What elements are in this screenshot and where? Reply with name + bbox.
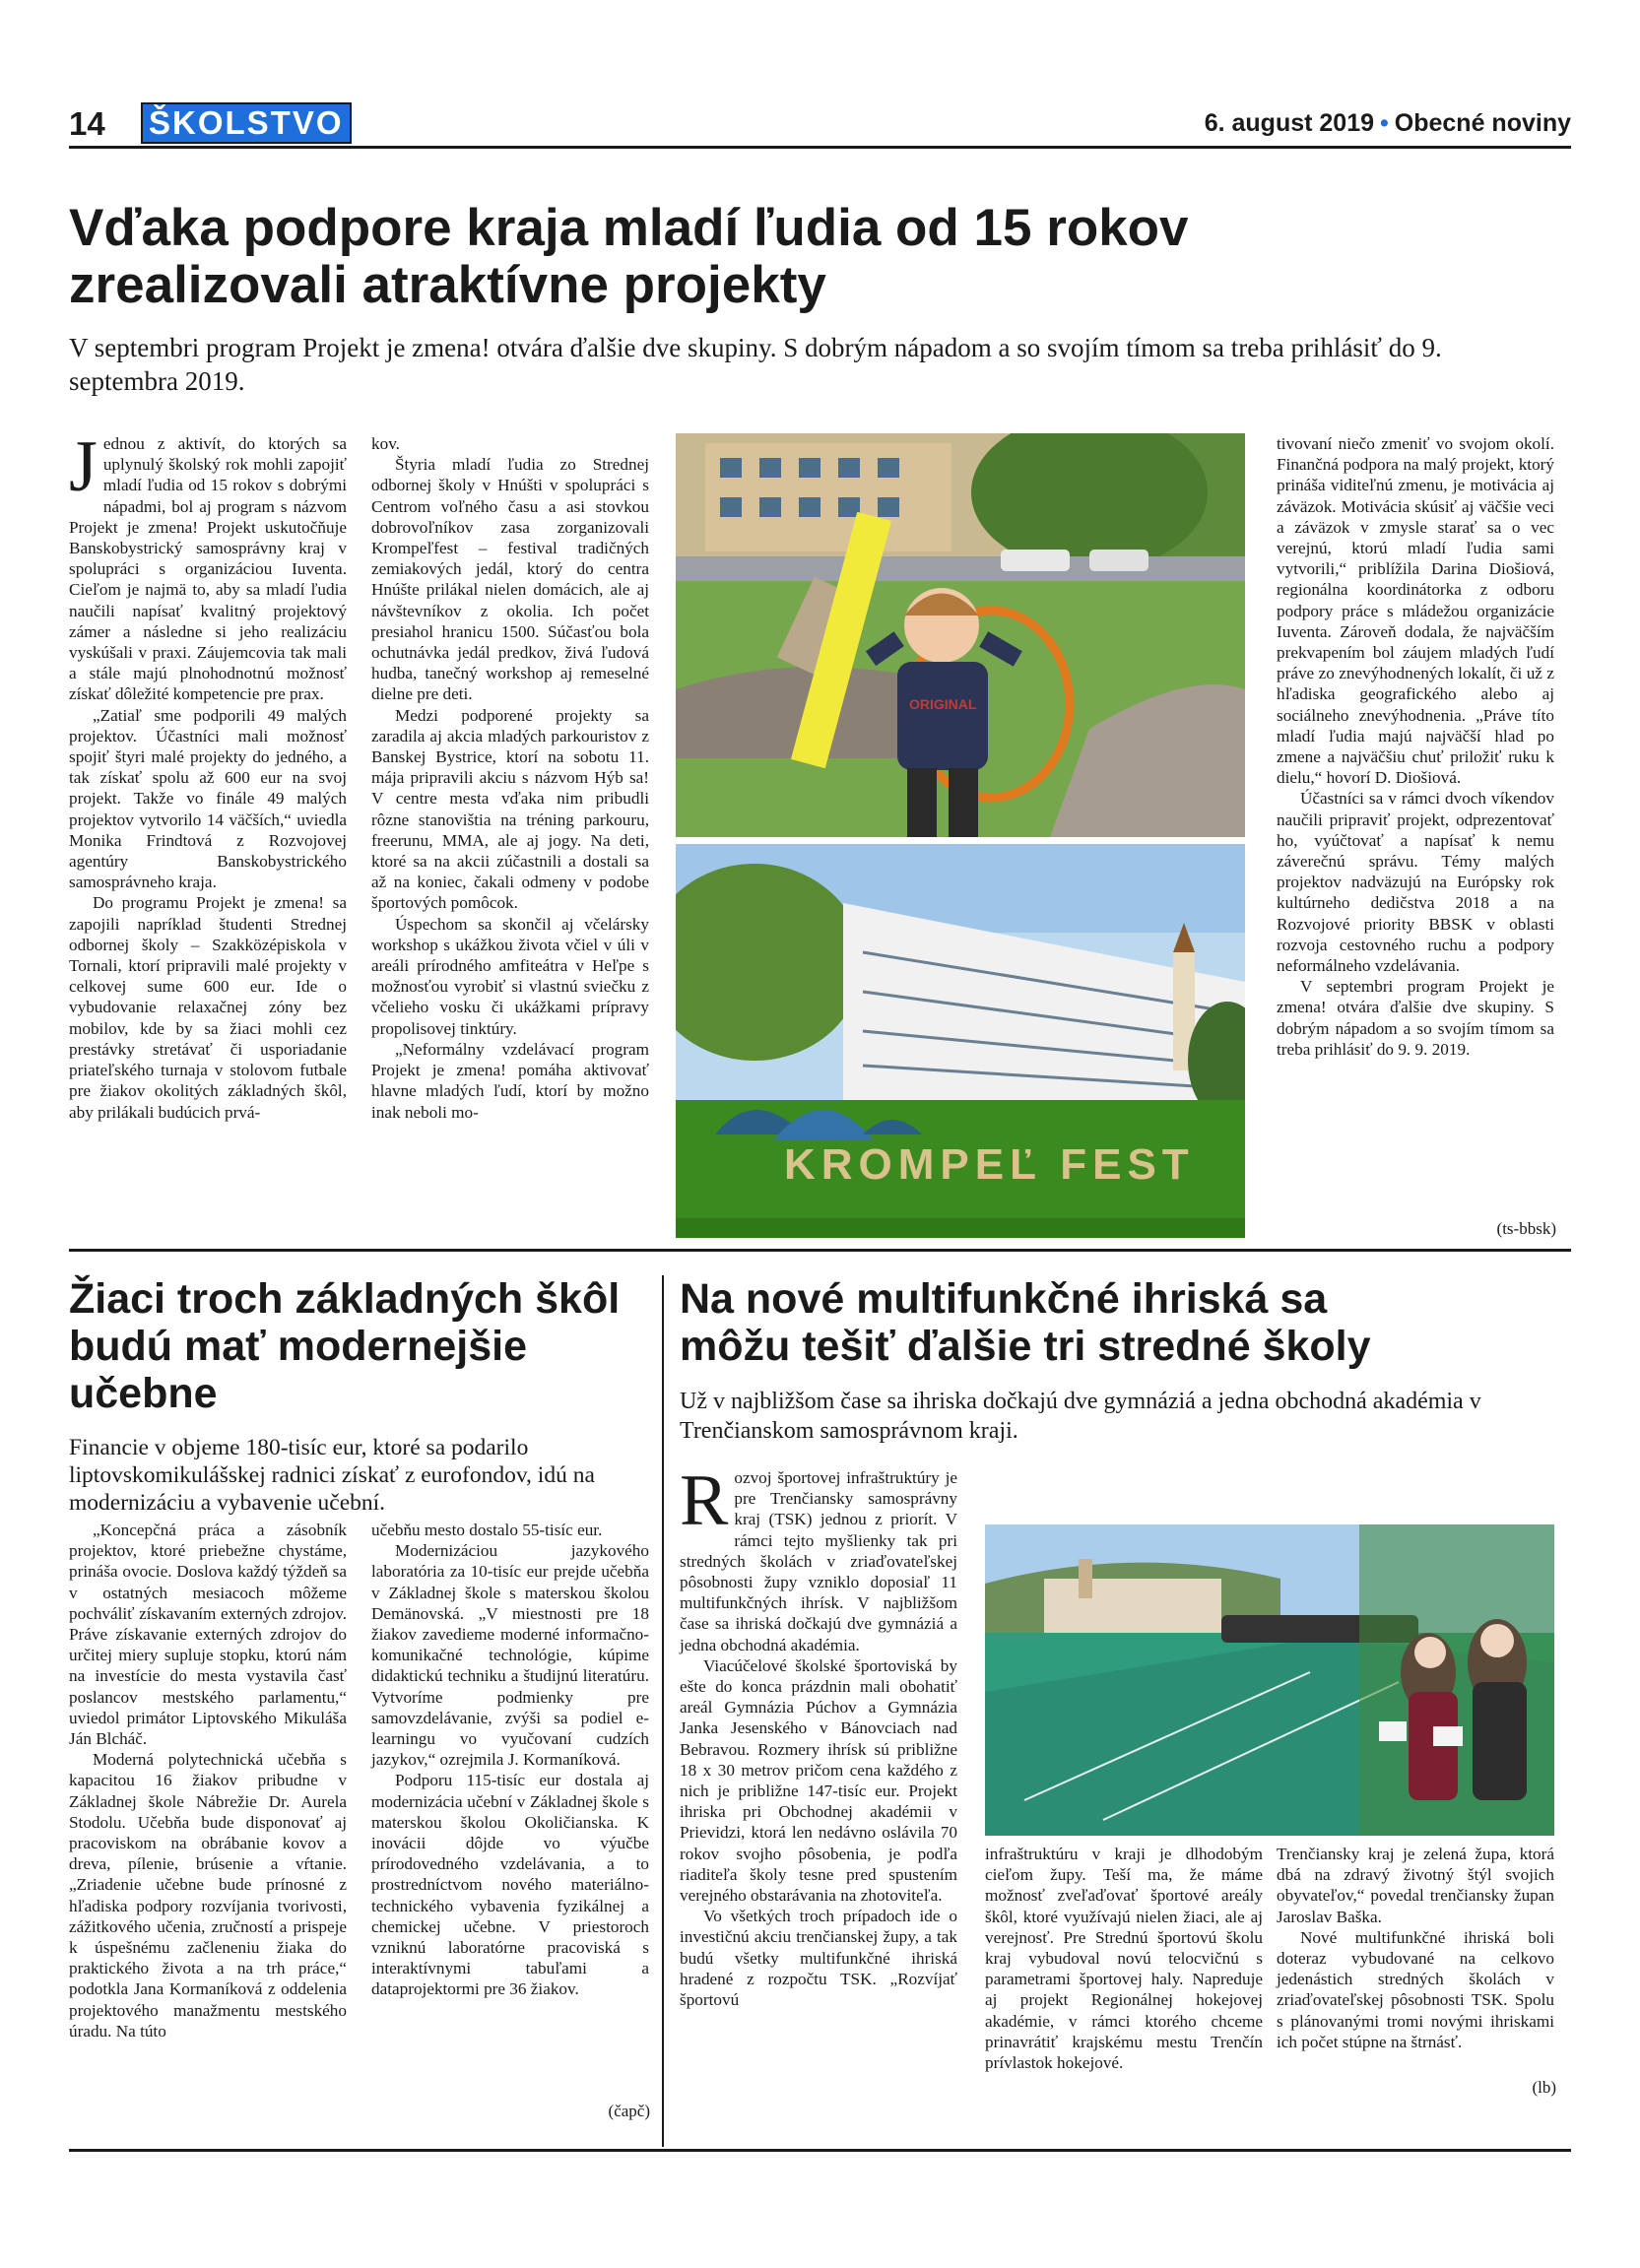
- paragraph: Moderná polytechnická učebňa s kapacitou 16 žiakov pribudne v Základnej škole Nábrežie Dr. Aurela Stodolu. Učebňa bude disponovať aj pracoviskom na obrábanie kovov a dreva, pílenie, brúsenie a vŕtanie. „Zriadenie učebne bude prínosné z hľadiska podpory rozvíjania tvorivosti, zážitkového učenia, zručností a prispeje k úspešnému začleneniu žiaka do praktického života a na trh práce,“ podotkla Jana Kormaníková z oddelenia projektového manažmentu mestského úradu. Na túto: [69, 1750, 347, 2041]
- header-rule: [69, 146, 1571, 149]
- paragraph: tivovaní niečo zmeniť vo svojom okolí. Finančná podpora na malý projekt, ktorý prináša viditeľnú zmenu, je motivácia aj záväzok. Motivácia skúsiť aj väčšie veci a záväzok v zmysle starať sa o vec verejnú, ktorú mladí ľudia sami vytvorili,“ priblížila Darina Diošiová, regionálna koordinátorka z odboru podpory práce s mládežou organizácie Iuventa. Zároveň dodala, že najväčším prekvapením bol záujem mladých ľudí práve zo znevýhodnených lokalít, či už z hľadiska geografického alebo aj sociálneho znevýhodnenia. „Práve títo mladí ľudia majú najväčší hlad po zmene a najväčšiu chuť priložiť ruku k dielu,“ hovorí D. Diošiová.: [1277, 434, 1554, 788]
- paragraph: Úspechom sa skončil aj včelársky workshop s ukážkou života včiel v úli v areáli prírodného amfiteátra v Heľpe s možnosťou vyrobiť si vlastnú sviečku z včelieho vosku či ukážkami prípravy propolisovej tinktúry.: [371, 914, 649, 1038]
- paragraph: ednou z aktivít, do ktorých sa uplynulý školský rok mohli zapojiť mladí ľudia od 15 rokov s dobrými nápadmi, bol aj program s názvom Projekt je zmena! Projekt uskutočňuje Banskobystrický samosprávny kraj v spolupráci s organizáciou Iuventa. Cieľom je najmä to, aby sa mladí ľudia naučili napísať kvalitný projektový zámer a následne si jeho realizáciu vyskúšali v praxi. Záujemcovia tak mali a stále majú plnohodnotnú možnosť získať dôležité kompetencie pre prax.: [69, 434, 347, 704]
- paragraph: „Zatiaľ sme podporili 49 malých projektov. Účastníci mali možnosť spojiť štyri malé projekty do jedného, a tak získať spolu až 600 eur na svoj projekt. Takže vo finále 49 malých projektov vytvorilo 14 väčších,“ uviedla Monika Frindtová z Rozvojovej agentúry Banskobystrického samosprávneho kraja.: [69, 705, 347, 892]
- article1-signature: (ts-bbsk): [1496, 1219, 1556, 1238]
- article2-column-1: [69, 1520, 347, 2041]
- article1-headline-line2: zrealizovali atraktívne projekty: [69, 256, 826, 314]
- article3-headline-line2: môžu tešiť ďalšie tri stredné školy: [680, 1323, 1371, 1370]
- paragraph: Nové multifunkčné ihriská boli doteraz vybudované na celkovo jedenástich stredných školách v zriaďovateľskej pôsobnosti TSK. Spolu s plánovanými tromi novými ihriskami ich počet stúpne na štrnásť.: [1277, 1927, 1554, 2051]
- article1-column-1: [69, 426, 347, 1123]
- issue-date: 6. august 2019: [1204, 109, 1375, 137]
- paragraph: Vo všetkých troch prípadoch ide o investičnú akciu trenčianskej župy, a tak budú všetky multifunkčné ihriská hradené z rozpočtu TSK. „Rozvíjať športovú: [680, 1907, 957, 2010]
- photo-playground-svg: [985, 1524, 1554, 1836]
- photo-boy-svg: [676, 433, 1245, 837]
- paragraph: „Neformálny vzdelávací program Projekt je zmena! pomáha aktivovať hlavne mladých ľudí, ktorí by možno inak neboli mo-: [371, 1039, 649, 1122]
- column-divider: [662, 1275, 664, 2147]
- photo-boy-with-hoops: [676, 433, 1245, 837]
- footer-rule: [69, 2149, 1571, 2152]
- article1-headline: [69, 200, 1546, 314]
- paragraph: ozvoj športovej infraštruktúry je pre Trenčiansky samosprávny kraj (TSK) jednou z priorít. V rámci tejto myšlienky tak pri stredných školách v zriaďovateľskej pôsobnosti župy vzniklo doposiaľ 11 multifunkčných ihrísk. V najbližšom čase sa ihriská dočkajú dve gymnáziá a jedna obchodná akadémia.: [680, 1468, 957, 1654]
- article3-lead: Už v najbližšom čase sa ihriska dočkajú dve gymnáziá a jedna obchodná akadémia v Trenčianskom samosprávnom kraji.: [680, 1389, 1481, 1444]
- paragraph: Medzi podporené projekty sa zaradila aj akcia mladých parkouristov z Banskej Bystrice, ktorí na sobotu 11. mája pripravili akciu s názvom Hýb sa! V centre mesta vďaka nim pribudli rôzne stanovištia na tréning parkouru, freerunu, MMA, ale aj jogy. Na deti, ktoré sa na akcii zúčastnili a dostali sa až na koniec, čakali odmeny v podobe športových pomôcok.: [371, 705, 649, 913]
- paragraph: infraštruktúru v kraji je dlhodobým cieľom župy. Teší ma, že máme možnosť zveľaďovať športové areály škôl, ktoré využívajú nielen žiaci, ale aj verejnosť. Pre Strednú športovú školu kraj vybudoval novú telocvičnú s parametrami športovej haly. Napreduje aj projekt Regionálnej hokejovej akadémie, v rámci ktorého chceme prinavrátiť krajskému mestu Trenčín prívlastok hokejové.: [985, 1845, 1263, 2073]
- paragraph: Modernizáciou jazykového laboratória za 10-tisíc eur prejde učebňa v Základnej škole s materskou školou Demänovská. „V miestnosti pre 18 žiakov zavedieme moderné informačno-komunikačné technológie, kúpime didaktickú techniku a študijnú literatúru. Vytvoríme podmienky pre samovzdelávanie, zvýši sa podiel e-learningu vo vyučovaní cudzích jazykov,“ ozrejmila J. Kormaníková.: [371, 1541, 649, 1770]
- paragraph: V septembri program Projekt je zmena! otvára ďalšie dve skupiny. S dobrým nápadom a so svojím tímom sa treba prihlásiť do 9. 9. 2019.: [1277, 977, 1554, 1059]
- article2-signature: (čapč): [608, 2102, 650, 2120]
- dropcap: R: [680, 1460, 729, 1541]
- article1-headline-line1: Vďaka podpore kraja mladí ľudia od 15 rokov: [69, 199, 1189, 257]
- article2-headline: Žiaci troch základných škôl budú mať modernejšie učebne: [69, 1275, 621, 1417]
- krompelfest-sign: KROMPEĽ FEST: [784, 1140, 1195, 1189]
- photo-krompelfest-svg: [676, 844, 1245, 1238]
- article3-column-3: [1277, 1844, 1554, 2052]
- article1-column-3: [1277, 433, 1554, 1060]
- paragraph: Účastníci sa v rámci dvoch víkendov naučili pripraviť projekt, odprezentovať ho, vyúčtovať a napísať k nemu záverečnú správu. Témy malých projektov nadväzujú na Európsky rok kultúrneho dedičstva 2018 a na Rozvojové priority BBSK v oblasti rozvoja cestovného ruchu a podpory neformálneho vzdelávania.: [1277, 789, 1554, 976]
- photo-krompelfest: [676, 844, 1245, 1238]
- masthead-right: [1205, 109, 1571, 138]
- paragraph: Viacúčelové školské športoviská by ešte do konca prázdnin mali obohatiť areál Gymnázia Púchov a Gymnázia Janka Jesenského v Bánovciach nad Bebravou. Rozmery ihrísk sú približne 18 x 30 metrov pričom cena každého z nich je približne 147-tisíc eur. Projekt ihriska pri Obchodnej akadémii v Prievidzi, ktorá len nedávno oslávila 70 rokov svojho pôsobenia, je podľa riaditeľa školy tesne pred spustením verejného obstarávania na zhotoviteľa.: [680, 1655, 957, 1906]
- page-number: 14: [69, 105, 105, 142]
- paragraph: učebňu mesto dostalo 55-tisíc eur.: [371, 1521, 603, 1539]
- paragraph: Štyria mladí ľudia zo Strednej odbornej školy v Hnúšti v spolupráci s Centrom voľného času a asi stovkou dobrovoľníkov zasa zorganizovali Krompeľfest – festival tradičných zemiakových jedál, ktorý do centra Hnúšte prilákal nielen domácich, ale aj návštevníkov z okolia. Ich počet presiahol hranicu 1500. Súčasťou bola ochutnávka jedál predkov, živá ľudová hudba, tanečný workshop aj remeselné dielne pre deti.: [371, 455, 649, 704]
- separator-dot: •: [1380, 109, 1389, 137]
- dropcap: J: [69, 426, 98, 507]
- article3-column-2: [985, 1844, 1263, 2073]
- section-label: ŠKOLSTVO: [141, 102, 352, 144]
- article1-column-2: [371, 433, 649, 1123]
- publication-name: Obecné noviny: [1394, 109, 1571, 137]
- article3-column-1: [680, 1460, 957, 2010]
- article2-lead: Financie v objeme 180-tisíc eur, ktoré sa podarilo liptovskomikulášskej radnici získať z eurofondov, idú na modernizáciu a vybavenie učební.: [69, 1435, 595, 1516]
- article1-lead: V septembri program Projekt je zmena! otvára ďalšie dve skupiny. S dobrým nápadom a so svojím tímom sa treba prihlásiť do 9. septembra 2019.: [69, 333, 1442, 396]
- article3-headline: [680, 1275, 1566, 1370]
- article3-signature: (lb): [1532, 2078, 1556, 2097]
- paragraph: Do programu Projekt je zmena! sa zapojili napríklad študenti Strednej odbornej školy – Szakközépiskola v Tornali, ktorí pripravili malé projekty v celkovej sume 600 eur. Ide o vybudovanie relaxačnej zóny bez mobilov, kde by sa žiaci mohli cez prestávky stretávať či usporiadanie priateľského turnaja v stolovom futbale pre žiakov okolitých základných škôl, aby prilákali budúcich prvá-: [69, 893, 347, 1122]
- paragraph: Trenčiansky kraj je zelená župa, ktorá dbá na zdravý životný štýl svojich obyvateľov,“ povedal trenčiansky župan Jaroslav Baška.: [1277, 1845, 1554, 1926]
- article2-column-2: [371, 1520, 649, 2000]
- article3-headline-line1: Na nové multifunkčné ihriská sa: [680, 1275, 1328, 1323]
- article1-bottom-rule: [69, 1249, 1571, 1252]
- paragraph: „Koncepčná práca a zásobník projektov, ktoré priebežne chystáme, prináša ovocie. Doslova každý týždeň sa v ostatných mesiacoch môžeme pochváliť získavaním externých zdrojov. Práve získavanie externých zdrojov do určitej miery supluje stopku, ktorú nám na investície do mesta vystavila časť poslancov mestského parlamentu,“ uviedol primátor Liptovského Mikuláša Ján Blcháč.: [69, 1521, 347, 1749]
- paragraph: Podporu 115-tisíc eur dostala aj modernizácia učební v Základnej škole s materskou školou Okoličianska. K inovácii dôjde vo výučbe prírodovedného vzdelávania, a to prostredníctvom nového materiálno-technického vybavenia fyzikálnej a chemickej učebne. V priestoroch vzniknú laboratórne pracoviská s interaktívnymi tabuľami a dataprojektormi pre 36 žiakov.: [371, 1771, 649, 1999]
- photo-playground: [985, 1524, 1554, 1836]
- svg-text:ORIGINAL: ORIGINAL: [909, 696, 977, 712]
- paragraph: kov.: [371, 434, 400, 453]
